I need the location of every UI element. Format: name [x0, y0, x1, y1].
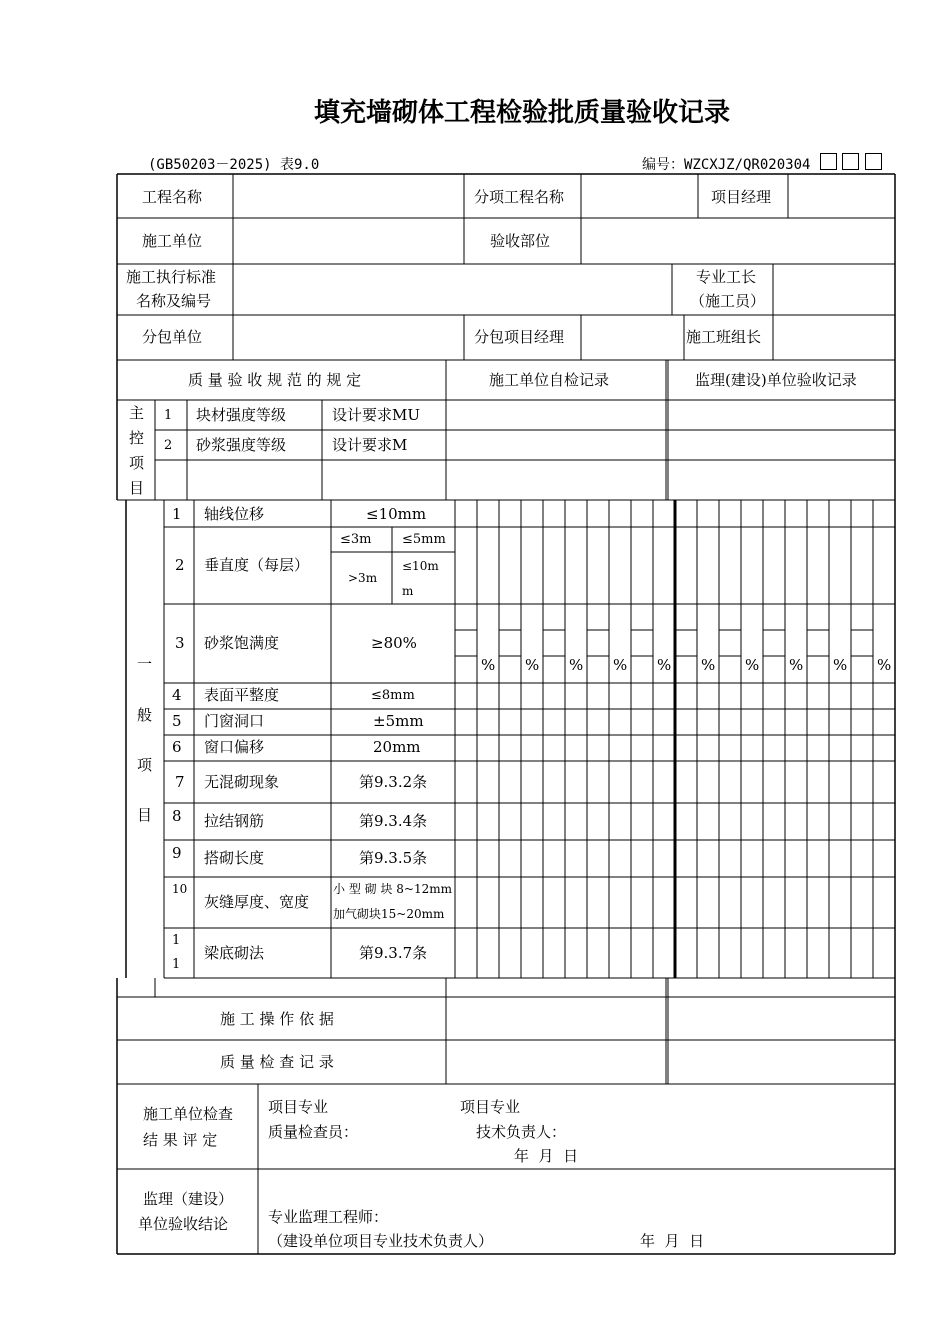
gen-r2-a: ≤3m: [340, 532, 372, 547]
main-no-1: 1: [164, 408, 173, 423]
gen-req-7: 第9.3.2条: [359, 773, 428, 791]
gen-name-6: 窗口偏移: [204, 738, 265, 756]
gen-name-2: 垂直度（每层）: [204, 556, 310, 574]
label-sub-project: 分项工程名称: [474, 188, 565, 206]
gen-name-7: 无混砌现象: [204, 773, 280, 791]
gen-r2-d2: m: [402, 584, 414, 598]
gen-no-3: 3: [175, 634, 185, 652]
gen-name-1: 轴线位移: [204, 505, 265, 523]
gen-req-10b: 加气砌块15~20mm: [333, 907, 445, 921]
gen-name-9: 搭砌长度: [204, 849, 265, 867]
gen-name-8: 拉结钢筋: [204, 812, 265, 830]
gen-label-4: 目: [137, 806, 153, 824]
gen-name-10: 灰缝厚度、宽度: [204, 893, 310, 911]
gen-req-8: 第9.3.4条: [359, 812, 428, 830]
label-unit-check-1: 施工单位检查: [143, 1105, 234, 1123]
col-spec: 质 量 验 收 规 范 的 规 定: [188, 371, 362, 389]
label-basis: 施 工 操 作 依 据: [220, 1010, 334, 1028]
gen-name-5: 门窗洞口: [204, 712, 265, 730]
pct-sign: %: [657, 656, 672, 674]
gen-req-5: ±5mm: [373, 712, 424, 730]
label-sub-manager: 分包项目经理: [474, 328, 565, 346]
main-no-2: 2: [164, 438, 173, 453]
label-project-manager: 项目经理: [711, 188, 772, 206]
gen-r2-d1: ≤10m: [402, 559, 439, 573]
gen-no-9: 9: [172, 844, 182, 862]
gen-no-7: 7: [175, 773, 185, 791]
form-code: 编号：WZCXJZ/QR020304: [642, 157, 811, 173]
owner-line: （建设单位项目专业技术负责人）: [268, 1232, 494, 1250]
gen-no-4: 4: [172, 686, 182, 704]
main-label-4: 目: [129, 479, 145, 497]
label-record: 质 量 检 查 记 录: [220, 1053, 334, 1071]
tech-line-2: 技术负责人：: [476, 1123, 567, 1141]
label-sup-1: 监理（建设）: [143, 1190, 234, 1208]
label-foreman-1: 专业工长: [696, 268, 757, 286]
label-team-leader: 施工班组长: [686, 328, 762, 346]
gen-name-4: 表面平整度: [204, 686, 280, 704]
label-unit-check-2: 结 果 评 定: [143, 1131, 218, 1149]
gen-name-11: 梁底砌法: [204, 944, 265, 962]
inspector-line-1: 项目专业: [268, 1098, 329, 1116]
gen-no-2: 2: [175, 556, 185, 574]
gen-label-2: 般: [137, 706, 153, 724]
gen-label-3: 项: [137, 756, 153, 774]
tech-line-1: 项目专业: [460, 1098, 521, 1116]
label-subcontractor: 分包单位: [142, 328, 203, 346]
label-project-name: 工程名称: [142, 188, 203, 206]
pct-sign: %: [613, 656, 628, 674]
pct-sign: %: [877, 656, 892, 674]
gen-no-11a: 1: [172, 933, 181, 948]
inspector-line-2: 质量检查员：: [268, 1123, 359, 1141]
gen-req-11: 第9.3.7条: [359, 944, 428, 962]
main-req-1: 设计要求MU: [332, 406, 421, 424]
main-name-2: 砂浆强度等级: [196, 436, 287, 454]
label-acceptance-part: 验收部位: [490, 232, 551, 250]
gen-no-8: 8: [172, 807, 182, 825]
label-foreman-2: （施工员）: [690, 292, 766, 310]
label-exec-standard-1: 施工执行标准: [126, 268, 217, 286]
gen-no-1: 1: [172, 505, 182, 523]
pct-sign: %: [833, 656, 848, 674]
pct-sign: %: [481, 656, 496, 674]
gen-no-6: 6: [172, 738, 182, 756]
gen-req-4: ≤8mm: [371, 688, 415, 703]
col-supervision: 监理(建设)单位验收记录: [695, 371, 857, 389]
main-label-3: 项: [129, 454, 145, 472]
pct-sign: %: [701, 656, 716, 674]
main-label-2: 控: [129, 429, 145, 447]
date-sup: 年 月 日: [640, 1232, 705, 1250]
pct-sign: %: [789, 656, 804, 674]
gen-req-6: 20mm: [373, 738, 421, 756]
page-title: 填充墙砌体工程检验批质量验收记录: [313, 98, 730, 128]
engineer-line: 专业监理工程师：: [268, 1208, 389, 1226]
main-name-1: 块材强度等级: [196, 406, 287, 424]
gen-no-5: 5: [172, 712, 182, 730]
pct-sign: %: [525, 656, 540, 674]
gen-label-1: 一: [137, 655, 153, 673]
gen-r2-c: >3m: [348, 571, 378, 585]
standard-reference: (GB50203－2025) 表9.0: [148, 157, 320, 173]
gen-req-9: 第9.3.5条: [359, 849, 428, 867]
label-construction-unit: 施工单位: [142, 232, 203, 250]
gen-r2-b: ≤5mm: [402, 532, 446, 547]
pct-sign: %: [745, 656, 760, 674]
main-req-2: 设计要求M: [332, 436, 408, 454]
gen-no-10: 10: [172, 882, 188, 896]
gen-req-3: ≥80%: [371, 634, 417, 652]
gen-req-10a: 小 型 砌 块 8~12mm: [333, 882, 452, 896]
col-self-check: 施工单位自检记录: [489, 371, 610, 389]
main-label-1: 主: [129, 404, 145, 422]
gen-name-3: 砂浆饱满度: [204, 634, 280, 652]
label-sup-2: 单位验收结论: [138, 1215, 229, 1233]
label-exec-standard-2: 名称及编号: [136, 292, 212, 310]
date-unit: 年 月 日: [514, 1147, 579, 1165]
pct-sign: %: [569, 656, 584, 674]
gen-no-11b: 1: [172, 957, 181, 972]
gen-req-1: ≤10mm: [366, 505, 427, 523]
